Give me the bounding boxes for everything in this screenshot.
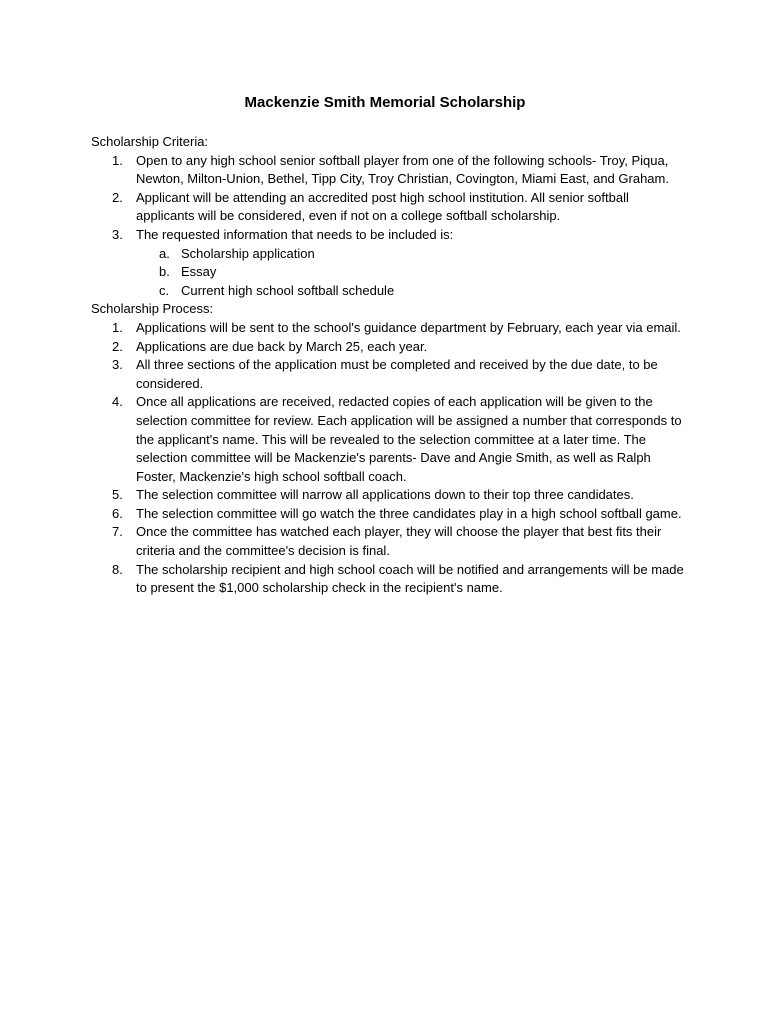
document-title: Mackenzie Smith Memorial Scholarship	[244, 94, 526, 111]
process-item	[91, 356, 687, 393]
list-item-text: Essay	[181, 264, 217, 280]
criteria-heading: Scholarship Criteria:	[91, 134, 209, 149]
list-marker: 2.	[112, 338, 123, 354]
document-body	[91, 133, 687, 598]
process-item	[91, 338, 687, 357]
list-item-text: Once all applications are received, redacted copies of each application will be given to the selection committee for review. Each application will be assigned a number that corresponds to the applicant's name. This will be revealed to the selection committee at a later time. The selection committee will be Mackenzie's parents- Dave and Angie Smith, as well as Ralph Foster, Mackenzie's high school softball coach.	[136, 394, 682, 484]
criteria-sub-list	[91, 245, 687, 301]
list-marker: 6.	[112, 505, 123, 521]
list-marker: a.	[159, 245, 170, 261]
list-item-text: Applicant will be attending an accredited post high school institution. All senior softball applicants will be considered, even if not on a college softball scholarship.	[136, 189, 629, 224]
list-marker: 5.	[112, 487, 123, 503]
list-marker: c.	[159, 282, 170, 298]
list-marker: 2.	[112, 189, 123, 205]
criteria-item	[91, 226, 687, 245]
criteria-item	[91, 189, 687, 226]
process-list	[91, 319, 687, 598]
process-item	[91, 319, 687, 338]
list-marker: 4.	[112, 394, 123, 410]
list-marker: 7.	[112, 524, 123, 540]
list-marker: 3.	[112, 357, 123, 373]
list-item-text: Open to any high school senior softball player from one of the following schools- Troy, Piqua, Newton, Milton-Union, Bethel, Tipp City, Troy Christian, Covington, Miami East, and Graham.	[136, 152, 669, 187]
criteria-item	[91, 152, 687, 189]
list-item-text: Scholarship application	[181, 245, 315, 261]
list-marker: b.	[159, 264, 170, 280]
process-item	[91, 523, 687, 560]
list-item-text: Applications will be sent to the school's guidance department by February, each year via email.	[136, 319, 681, 335]
criteria-sub-item	[91, 282, 687, 301]
process-item	[91, 393, 687, 486]
criteria-sub-item	[91, 245, 687, 264]
list-marker: 3.	[112, 226, 123, 242]
list-item-text: Current high school softball schedule	[181, 282, 395, 298]
list-item-text: All three sections of the application must be completed and received by the due date, to be considered.	[136, 357, 658, 391]
list-item-text: The scholarship recipient and high school coach will be notified and arrangements will be made to present the $1,000 scholarship check in the recipient's name.	[136, 561, 684, 596]
process-item	[91, 486, 687, 505]
list-item-text: The selection committee will narrow all applications down to their top three candidates.	[136, 487, 634, 503]
process-heading: Scholarship Process:	[91, 301, 214, 317]
list-item-text: Once the committee has watched each player, they will choose the player that best fits their criteria and the committee's decision is final.	[136, 524, 662, 559]
list-marker: 8.	[112, 561, 123, 577]
list-marker: 1.	[112, 319, 123, 335]
list-item-text: The requested information that needs to be included is:	[136, 226, 454, 242]
list-item-text: Applications are due back by March 25, each year.	[136, 338, 428, 354]
list-item-text: The selection committee will go watch the three candidates play in a high school softball game.	[136, 505, 682, 521]
process-item	[91, 505, 687, 524]
criteria-list	[91, 152, 687, 245]
process-item	[91, 561, 687, 598]
criteria-sub-item	[91, 263, 687, 282]
list-marker: 1.	[112, 152, 123, 168]
